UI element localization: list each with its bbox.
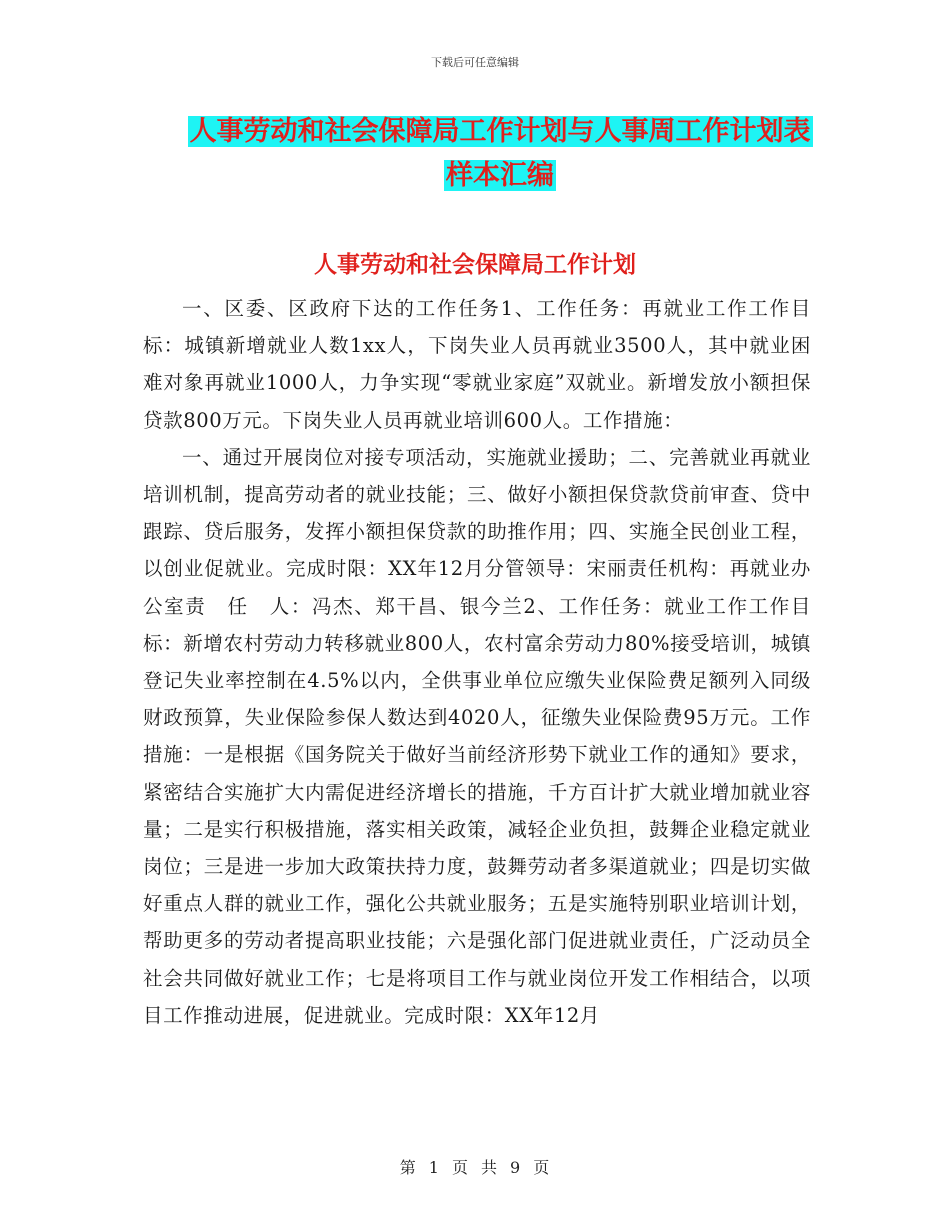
document-title-line1: 人事劳动和社会保障局工作计划与人事周工作计划表 <box>189 116 811 147</box>
footer-total-suffix: 页 <box>533 1158 551 1177</box>
footer-page-prefix: 第 <box>399 1158 417 1177</box>
document-title <box>170 110 830 198</box>
body-text <box>143 290 811 1034</box>
paragraph-1: 一、区委、区政府下达的工作任务1、工作任务：再就业工作工作目标：城镇新增就业人数1xx人，下岗失业人员再就业3500人，其中就业困难对象再就业1000人，力争实现“零就业家庭”双就业。新增发放小额担保贷款800万元。下岗失业人员再就业培训600人。工作措施： <box>143 297 811 432</box>
paragraph-2: 一、通过开展岗位对接专项活动，实施就业援助；二、完善就业再就业培训机制，提高劳动者的就业技能；三、做好小额担保贷款贷前审查、贷中跟踪、贷后服务，发挥小额担保贷款的助推作用；四、实施全民创业工程，以创业促就业。完成时限：XX年12月分管领导：宋丽责任机构：再就业办公室责 任 人：冯杰、郑干昌、银今兰2、工作任务：就业工作工作目标：新增农村劳动力转移就业800人，农村富余劳动力80%接受培训，城镇登记失业率控制在4.5%以内，全供事业单位应缴失业保险费足额列入同级财政预算，失业保险参保人数达到4020人，征缴失业保险费95万元。工作措施：一是根据《国务院关于做好当前经济形势下就业工作的通知》要求，紧密结合实施扩大内需促进经济增长的措施，千方百计扩大就业增加就业容量；二是实行积极措施，落实相关政策，减轻企业负担，鼓舞企业稳定就业岗位；三是进一步加大政策扶持力度，鼓舞劳动者多渠道就业；四是切实做好重点人群的就业工作，强化公共就业服务；五是实施特别职业培训计划，帮助更多的劳动者提高职业技能；六是强化部门促进就业责任，广泛动员全社会共同做好就业工作；七是将项目工作与就业岗位开发工作相结合，以项目工作推动进展，促进就业。完成时限：XX年12月 <box>143 445 811 1027</box>
footer-page-total: 9 <box>510 1158 522 1177</box>
section-title: 人事劳动和社会保障局工作计划 <box>314 252 636 278</box>
footer-total-prefix: 共 <box>481 1158 499 1177</box>
footer-page-current: 1 <box>428 1158 440 1177</box>
document-title-line2: 样本汇编 <box>446 160 554 191</box>
page-footer <box>0 1155 950 1178</box>
header-note: 下载后可任意编辑 <box>431 56 519 69</box>
footer-page-mid: 页 <box>451 1158 469 1177</box>
